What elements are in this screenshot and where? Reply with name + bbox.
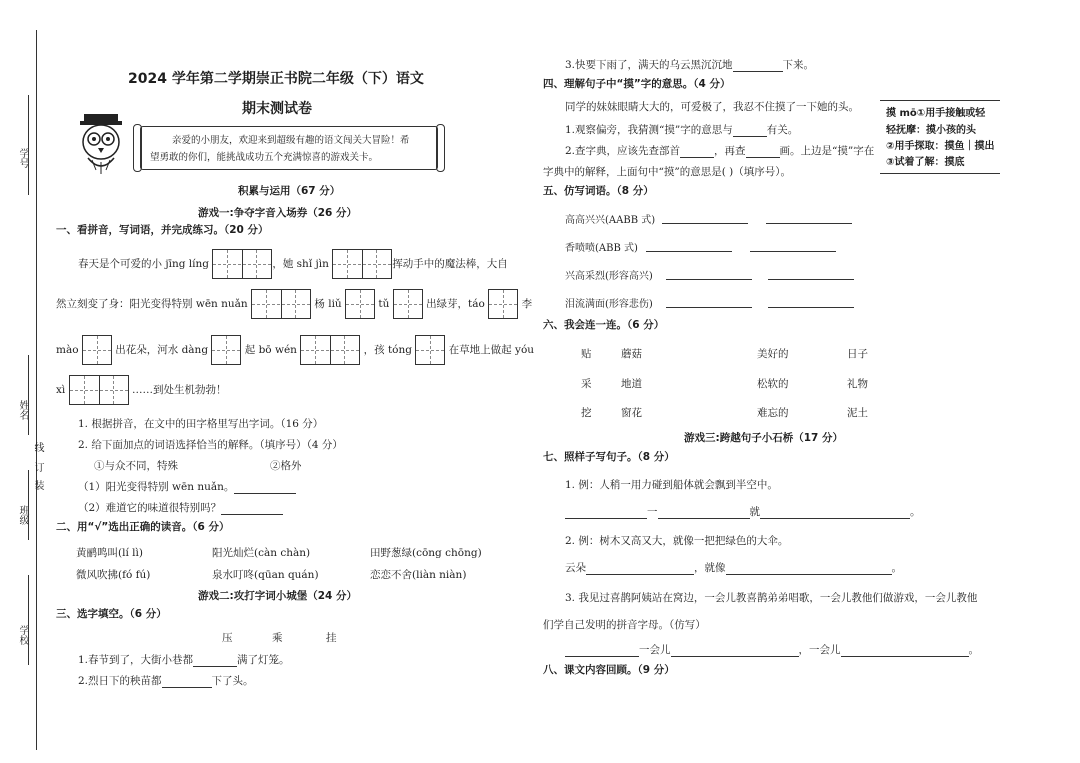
q4-sub-2-cont: 字典中的解释，上面句中“摸”的意思是( )（填序号）。 xyxy=(543,166,792,178)
write-grid-tu[interactable] xyxy=(393,289,423,319)
answer-blank[interactable] xyxy=(162,687,212,688)
q8-title: 八、课文内容回顾。（9 分） xyxy=(543,664,675,676)
write-grid-liu[interactable] xyxy=(345,289,375,319)
class-label: 班级 xyxy=(17,505,28,525)
answer-blank[interactable] xyxy=(221,514,283,515)
q2-item[interactable]: 恋恋不舍(liàn niàn) xyxy=(370,569,467,581)
student-id-blank[interactable] xyxy=(28,95,29,195)
line-label: 线 xyxy=(32,442,43,452)
answer-blank[interactable] xyxy=(766,211,852,224)
answer-blank[interactable] xyxy=(750,239,836,252)
greeting-line-2: 望勇敢的你们，能挑战成功五个充满惊喜的游戏关卡。 xyxy=(150,152,379,163)
game1-title: 游戏一:争夺字音入场券（26 分） xyxy=(198,207,357,219)
q1-option-1: ①与众不同，特殊 xyxy=(94,460,178,472)
answer-blank[interactable] xyxy=(768,295,854,308)
q1-para-line-1: 春天是个可爱的小 jīng líng ，她 shǐ jìn 挥动手中的魔法棒，大自 xyxy=(78,249,508,279)
q2-item[interactable]: 微风吹拂(fó fú) xyxy=(76,569,151,581)
q5-item: 泪流满面(形容悲伤) xyxy=(565,299,653,310)
match-item[interactable]: 礼物 xyxy=(847,378,868,390)
q3-sentence-3: 3.快要下雨了，满天的乌云黑沉沉地 下来。 xyxy=(565,59,815,71)
answer-blank[interactable] xyxy=(646,239,732,252)
q6-title: 六、我会连一连。（6 分） xyxy=(543,319,665,331)
q5-item: 高高兴兴(AABB 式) xyxy=(565,215,656,226)
student-id-label: 学号 xyxy=(17,148,28,168)
answer-blank[interactable] xyxy=(666,267,752,280)
q1-title: 一、看拼音，写词语，并完成练习。（20 分） xyxy=(56,224,269,236)
q1-sub-2: 2. 给下面加点的词语选择恰当的解释。（填序号）（4 分） xyxy=(78,439,343,451)
write-grid-bowen[interactable] xyxy=(300,335,360,365)
match-item[interactable]: 挖 xyxy=(581,407,592,419)
q3-choice: 挂 xyxy=(326,632,337,644)
greeting-line-1: 亲爱的小朋友，欢迎来到超级有趣的语文闯关大冒险！希 xyxy=(172,135,410,146)
answer-blank[interactable] xyxy=(726,574,892,575)
tie-label: 订 xyxy=(32,462,43,472)
match-item[interactable]: 泥土 xyxy=(847,407,868,419)
q1-para-line-2: 然立刻变了身：阳光变得特别 wēn nuǎn 杨 liǔ tǔ 出绿芽，táo 李 xyxy=(56,289,532,319)
page-subtitle: 期末测试卷 xyxy=(242,101,312,117)
dict-line-3: ②用手探取：摸鱼｜摸出 xyxy=(886,141,995,152)
q4-sub-2: 2.查字典，应该先查部首 ，再查 画。上边是“摸”字在 xyxy=(565,145,875,157)
q7-title: 七、照样子写句子。（8 分） xyxy=(543,451,675,463)
write-grid-tao[interactable] xyxy=(488,289,518,319)
q1-option-2: ②格外 xyxy=(270,460,302,472)
write-grid-youxi[interactable] xyxy=(69,375,129,405)
game2-title: 游戏二:攻打字词小城堡（24 分） xyxy=(198,590,357,602)
q5-item: 香喷喷(ABB 式) xyxy=(565,243,638,254)
q2-title: 二、用“√”选出正确的读音。（6 分） xyxy=(56,521,230,533)
match-item[interactable]: 美好的 xyxy=(757,348,789,360)
answer-blank[interactable] xyxy=(565,656,639,657)
match-item[interactable]: 难忘的 xyxy=(757,407,789,419)
answer-blank[interactable] xyxy=(733,136,767,137)
write-grid-mao[interactable] xyxy=(82,335,112,365)
answer-blank[interactable] xyxy=(733,71,783,72)
q4-sub-1: 1.观察偏旁，我猜测“摸”字的意思与 有关。 xyxy=(565,124,799,136)
name-blank[interactable] xyxy=(28,355,29,435)
q2-item[interactable]: 黄鹂鸣叫(lí lì) xyxy=(76,547,143,559)
match-item[interactable]: 采 xyxy=(581,378,592,390)
q3-sentence-1: 1.春节到了，大街小巷都 满了灯笼。 xyxy=(78,654,290,666)
answer-blank[interactable] xyxy=(746,157,780,158)
answer-blank[interactable] xyxy=(193,666,237,667)
answer-blank[interactable] xyxy=(671,656,799,657)
q2-item[interactable]: 泉水叮咚(qūan quán) xyxy=(212,569,319,581)
q2-item[interactable]: 阳光灿烂(càn chàn) xyxy=(212,547,311,559)
answer-blank[interactable] xyxy=(586,574,694,575)
binding-line xyxy=(36,30,37,750)
q5-title: 五、仿写词语。（8 分） xyxy=(543,185,654,197)
q1-sub-1: 1. 根据拼音，在文中的田字格里写出字词。（16 分） xyxy=(78,418,324,430)
q3-title: 三、选字填空。（6 分） xyxy=(56,608,167,620)
q5-item: 兴高采烈(形容高兴) xyxy=(565,271,653,282)
q2-item[interactable]: 田野葱绿(cōng chōng) xyxy=(370,547,482,559)
seal-label: 装 xyxy=(32,480,43,490)
q3-choice: 乘 xyxy=(272,632,283,644)
write-grid-jingling[interactable] xyxy=(212,249,272,279)
write-grid-wennuan[interactable] xyxy=(251,289,311,319)
answer-blank[interactable] xyxy=(680,157,714,158)
write-grid-dang[interactable] xyxy=(211,335,241,365)
answer-blank[interactable] xyxy=(565,518,647,519)
answer-blank[interactable] xyxy=(662,211,748,224)
class-blank[interactable] xyxy=(28,470,29,540)
q7-answer-2: 云朵 ，就像 。 xyxy=(565,562,902,574)
dict-line-4: ③试着了解：摸底 xyxy=(886,157,965,168)
dict-line-1: 摸 mō①用手接触或轻 xyxy=(886,108,986,119)
q1-para-line-3: mào 出花朵，河水 dàng 起 bō wén ，孩 tóng 在草地上做起 yóu xyxy=(56,335,534,365)
school-blank[interactable] xyxy=(28,575,29,665)
q1-sentence-1: （1）阳光变得特别 wēn nuǎn。 xyxy=(78,479,296,494)
q7-example-1: 1. 例：人稍一用力碰到船体就会飘到半空中。 xyxy=(565,479,778,491)
match-item[interactable]: 窗花 xyxy=(621,407,642,419)
write-grid-tong[interactable] xyxy=(415,335,445,365)
part1-title: 积累与运用（67 分） xyxy=(238,185,341,197)
answer-blank[interactable] xyxy=(841,656,969,657)
match-item[interactable]: 贴 xyxy=(581,348,592,360)
answer-blank[interactable] xyxy=(234,493,296,494)
dict-line-2: 轻抚摩：摸小孩的头 xyxy=(886,125,976,136)
match-item[interactable]: 蘑菇 xyxy=(621,348,642,360)
answer-blank[interactable] xyxy=(666,295,752,308)
match-item[interactable]: 日子 xyxy=(847,348,868,360)
q7-example-3-line-2: 们学自己发明的拼音字母。（仿写） xyxy=(543,619,706,631)
answer-blank[interactable] xyxy=(760,518,910,519)
q4-title: 四、理解句子中“摸”字的意思。（4 分） xyxy=(543,78,731,90)
q7-example-2: 2. 例：树木又高又大，就像一把把绿色的大伞。 xyxy=(565,535,789,547)
q7-answer-1: 一 就 。 xyxy=(565,504,921,519)
answer-blank[interactable] xyxy=(658,518,750,519)
school-label: 学校 xyxy=(17,625,28,645)
q7-example-3-line-1: 3. 我见过喜鹊阿姨站在窝边，一会儿教喜鹊弟弟唱歌，一会儿教他们做游戏，一会儿教他 xyxy=(565,592,978,604)
q1-sentence-2: （2）难道它的味道很特别吗？ xyxy=(78,500,283,515)
q3-sentence-2: 2.烈日下的秧苗都 下了头。 xyxy=(78,675,254,687)
q7-answer-3: 一会儿 ，一会儿 。 xyxy=(565,642,979,657)
page-title: 2024 学年第二学期崇正书院二年级（下）语文 xyxy=(128,71,424,87)
write-grid-shijin[interactable] xyxy=(332,249,392,279)
game3-title: 游戏三:跨越句子小石桥（17 分） xyxy=(684,432,843,444)
match-item[interactable]: 地道 xyxy=(621,378,642,390)
match-item[interactable]: 松软的 xyxy=(757,378,789,390)
q3-choice: 压 xyxy=(222,632,233,644)
mascot-image xyxy=(74,112,130,176)
q4-sentence: 同学的妹妹眼睛大大的，可爱极了，我忍不住摸了一下她的头。 xyxy=(565,101,859,113)
name-label: 姓名 xyxy=(17,400,28,420)
answer-blank[interactable] xyxy=(768,267,854,280)
q1-para-line-4: xì ……到处生机勃勃！ xyxy=(56,375,226,405)
